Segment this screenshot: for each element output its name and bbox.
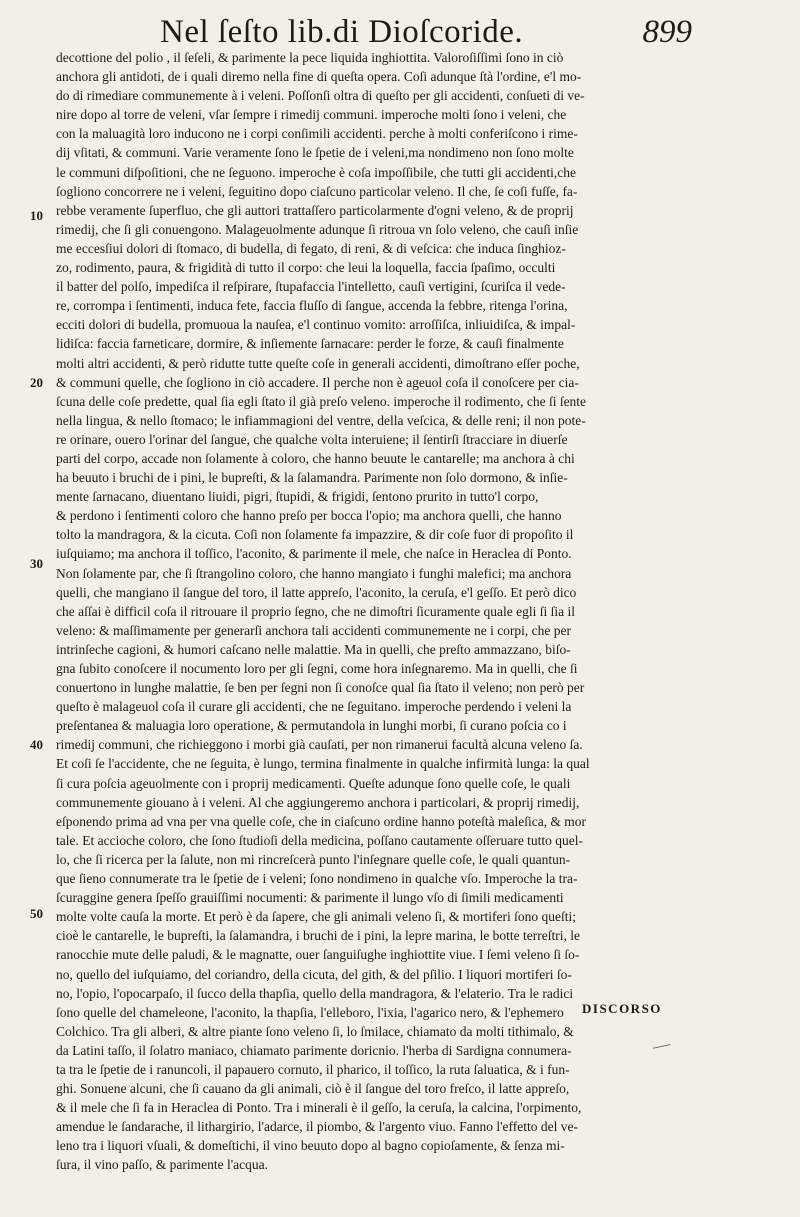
- text-line: Colchico. Tra gli alberi, & altre piante ſono veleno ſi, lo ſmilace, chiamato da molti tithimalo, &: [56, 1023, 574, 1039]
- text-line: leno tra i liquori vſuali, & domeſtichi, il vino beuuto dopo al bagno copioſamente, & ſenza mi-: [56, 1138, 565, 1154]
- text-line: decottione del polio , il ſeſeli, & parimente la pece liquida inghiottita. Valoroſiſſimi ſono in ciò: [56, 50, 564, 65]
- text-line: molte volte cauſa la morte. Et però è da ſapere, che gli animali veleno ſi, & mortiferi ſono queſti;: [56, 909, 576, 925]
- text-line: ſcuna delle coſe predette, qual ſia egli ſtato il già preſo veleno. imperoche il rodimento, che ſi ſente: [56, 393, 587, 409]
- text-line: nella lingua, & nello ſtomaco; le infiammagioni del ventre, della veſcica, & delle reni; il non pote-: [56, 412, 586, 428]
- page-number: 899: [642, 14, 692, 50]
- text-line: que ſieno connumerate tra le ſpetie de i veleni; ſono nondimeno in qualche vſo. Imperoche la tra-: [56, 871, 578, 887]
- text-line: le communi diſpoſitioni, che ne ſeguono. imperoche è coſa impoſſibile, che tutti gli accidenti,che: [56, 164, 576, 180]
- text-line: re, corrompa i ſentimenti, induca fete, faccia fluſſo di ſangue, accenda la febbre, ritenga l'orina,: [56, 298, 568, 314]
- text-line: ghi. Sonuene alcuni, che ſi cauano da gli animali, ciò è il ſangue del toro freſco, il latte appreſo,: [56, 1081, 570, 1097]
- text-line: ranocchie mute delle paludi, & le magnatte, ouer ſanguiſughe inghiottite viue. I ſemi veleno ſi ſo-: [56, 947, 580, 963]
- text-line: lo, che ſi ricerca per la ſalute, non mi rincreſcerà punto l'inſegnare quelle coſe, le quali quantun-: [56, 851, 571, 867]
- text-line: me eccesſiui dolori di ſtomaco, di budella, di fegato, di reni, & di veſcica: che induca ſinghioz-: [56, 240, 566, 256]
- text-line: no, l'opio, l'opocarpaſo, il ſucco della thapſia, quello della mandragora, & l'elaterio. Tra le radici: [56, 985, 574, 1001]
- text-line: & il mele che ſi fa in Heraclea di Ponto. Tra i minerali è il geſſo, la ceruſa, la calcina, l'orpimento,: [56, 1100, 582, 1116]
- text-line: rebbe veramente ſuperfluo, che gli auttori trattaſſero particolarmente d'ogni veleno, & de proprij: [56, 202, 574, 218]
- text-line: che aſſai è difficil coſa il ritrouare il proprio ſegno, che ne dimoſtri ſicuramente quale egli ſi ſia il: [56, 603, 575, 619]
- text-line: preſentanea & maluagia loro operatione, & permutandola in lunghi morbi, ſi curano poſcia co i: [56, 718, 567, 734]
- text-line: no, quello del iuſquiamo, del coriandro, della cicuta, del gith, & del pſilio. I liquori mortiferi ſo-: [56, 966, 572, 982]
- text-line: ſi cura poſcia ageuolmente con i proprij medicamenti. Queſte adunque ſono quelle coſe, le quali: [56, 775, 571, 791]
- text-line: tolto la mandragora, & la cicuta. Coſi non ſolamente fa impazzire, & dir coſe fuor di propoſito il: [56, 527, 574, 543]
- text-line: & communi quelle, che ſogliono in ciò accadere. Il perche non è ageuol coſa il conoſcere per cia-: [56, 374, 579, 390]
- text-line: gna ſubito conoſcere il nocumento loro per gli ſegni, come hora inſegnaremo. Ma in quelli, che ſi: [56, 661, 578, 676]
- text-line: con la maluagità loro inducono ne i corpi conſimili accidenti. perche à molti conferiſcono i rime-: [56, 126, 578, 142]
- margin-line-number: 10: [30, 208, 43, 223]
- text-line: ha beuuto i bruchi de i pini, le bupreſti, & la ſalamandra. Parimente non ſolo dormono, & inſie-: [56, 470, 568, 486]
- text-line: communemente giouano à i veleni. Al che aggiungeremo anchora i particolari, & proprij rimedij,: [56, 794, 580, 810]
- text-line: quelli, che mangiano il ſangue del toro, il latte appreſo, l'aconito, la ceruſa, e'l geſſo. Et però dico: [56, 584, 577, 600]
- text-line: anchora gli antidoti, de i quali diremo nella fine di queſta opera. Coſi adunque ſtà l'ordine, e'l mo-: [56, 69, 582, 85]
- margin-line-number: 20: [30, 375, 43, 390]
- text-line: queſto è malageuol coſa il curare gli accidenti, che ne ſeguitano. imperoche perdendo i veleni la: [56, 699, 572, 715]
- text-line: ta tra le ſpetie de i ranuncoli, il papauero cornuto, il pharico, il toſſico, la ruta ſaluatica, & i fun-: [56, 1061, 570, 1077]
- text-line: ſcuraggine genera ſpeſſo grauiſſimi nocumenti: & parimente il lungo vſo di ſimili medicamenti: [56, 890, 564, 906]
- margin-line-number: 50: [30, 906, 43, 921]
- text-line: rimedij communi, che richieggono i morbi già cauſati, per non rimanerui facultà alcuna veleno ſa.: [56, 737, 583, 753]
- text-line: ſura, il vino paſſo, & parimente l'acqua.: [56, 1157, 268, 1173]
- text-line: il batter del polſo, impediſca il reſpirare, ſtupafaccia l'intelletto, cauſi vertigini, ſcuriſca il vede-: [56, 279, 566, 295]
- text-line: ecciti dolori di budella, promuoua la nauſea, e'l continuo vomito: arroſſiſca, inliuidiſca, & impal-: [56, 317, 576, 333]
- text-line: Et coſi ſe l'accidente, che ne ſeguita, è lungo, termina finalmente in qualche infirmità lunga: la qual: [56, 756, 590, 772]
- text-line: & perdono i ſentimenti coloro che hanno preſo per bocca l'opio; ma anchora quelli, che hanno: [56, 508, 562, 524]
- text-line: re orinare, ouero l'orinar del ſangue, che qualche volta interuiene; il ſentirſi ſtracciare in diuerſe: [56, 431, 568, 447]
- margin-line-number: 30: [30, 556, 43, 571]
- text-line: amendue le ſandarache, il lithargirio, l'adarce, il piombo, & l'argento viuo. Fanno l'effetto del ve-: [56, 1119, 579, 1135]
- text-line: conuertono in lunghe malattie, ſe ben per ſegni non ſi conoſce qual ſia ſtato il veleno; non però per: [56, 680, 585, 696]
- text-line: dij vſitati, & communi. Varie veramente ſono le ſpetie de i veleni,ma nondimeno non ſono molte: [56, 145, 574, 161]
- running-head: Nel ſeſto lib.di Dioſcoride.: [160, 14, 524, 50]
- text-line: cioè le cantarelle, le bupreſti, la ſalamandra, i bruchi de i pini, la lepre marina, le botte terreſtri, le: [56, 928, 581, 944]
- text-line: mente ſarnacano, diuentano liuidi, pigri, ſtupidi, & frigidi, ſentono prurito in tutto'l corpo,: [56, 489, 539, 505]
- text-line: intrinſeche cagioni, & humori caſcano nelle malattie. Ma in quelli, che preſto ammazzano, biſo-: [56, 641, 571, 657]
- catchword: DISCORSO: [582, 1001, 662, 1016]
- text-line: veleno: & maſſimamente per generarſi anchora tali accidenti communemente ne i corpi, che per: [56, 622, 572, 638]
- text-line: ſono quelle del chameleone, l'aconito, la thapſia, l'elleboro, l'ixia, l'agarico nero, & l'ephemero: [56, 1004, 564, 1020]
- text-line: nire dopo al torre de veleni, vſar ſempre i rimedij communi. imperoche molti ſono i veleni, che: [56, 107, 567, 123]
- text-line: parti del corpo, accade non ſolamente à coloro, che hanno beuute le cantarelle; ma anchora à chi: [56, 450, 575, 466]
- text-line: do di rimediare communemente à i veleni. Poſſonſi oltra di queſto per gli accidenti, conſueti di ve-: [56, 88, 585, 104]
- text-line: iuſquiamo; ma anchora il toſſico, l'aconito, & parimente il mele, che naſce in Heraclea di Ponto.: [56, 546, 572, 562]
- margin-line-number: 40: [30, 737, 43, 752]
- text-line: tale. Et accioche coloro, che ſono ſtudioſi della medicina, poſſano cautamente oſſeruare tutto quel-: [56, 832, 584, 848]
- text-line: ſogliono concorrere ne i veleni, ſeguitino dopo ciaſcuno particolar veleno. Il che, ſe coſi fuſſe, fa-: [56, 183, 578, 199]
- text-line: zo, rodimento, paura, & frigidità di tutto il corpo: che leui la loquella, faccia ſpaſimo, occulti: [56, 260, 556, 276]
- text-line: Non ſolamente par, che ſi ſtrangolino coloro, che hanno mangiato i funghi malefici; ma anchora: [56, 565, 572, 581]
- text-line: eſponendo prima ad vna per vna quelle coſe, che in ciaſcuno ordine hanno poteſtà maleſica, & mor: [56, 813, 587, 829]
- text-line: rimedij, che ſi gli conuengono. Malageuolmente adunque ſi ritroua vn ſolo veleno, che cauſi inſie: [56, 221, 579, 237]
- text-line: da Latini taſſo, il ſolatro maniaco, chiamato parimente doricnio. l'herba di Sardigna connumera-: [56, 1042, 572, 1058]
- text-line: molti altri accidenti, & però ridutte tutte queſte coſe in generali accidenti, dimoſtrano eſſer poche,: [56, 355, 580, 371]
- text-line: lidiſca: faccia farneticare, dormire, & inſiemente ſarnacare: perder le forze, & cauſi finalmente: [56, 336, 564, 352]
